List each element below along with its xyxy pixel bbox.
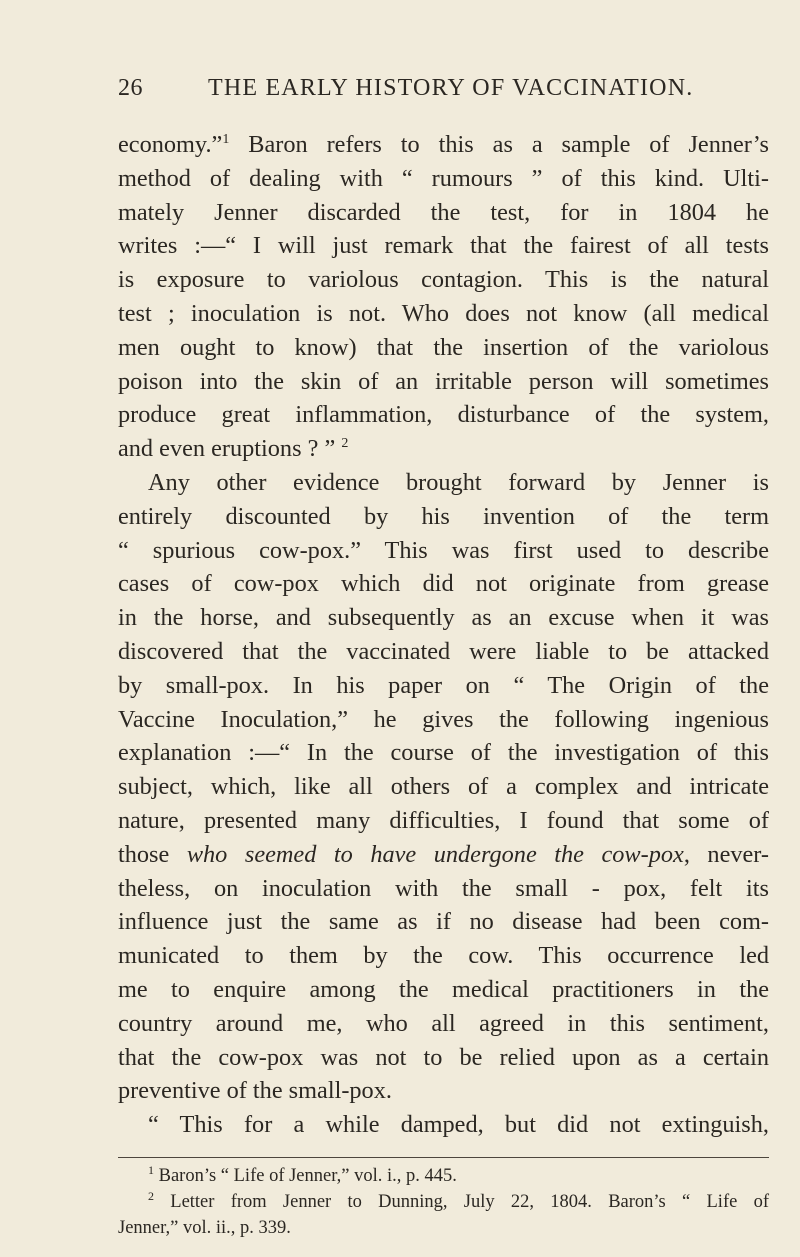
text-line: Any other evidence brought forward by Jenner is xyxy=(148,468,769,496)
footnote-rule xyxy=(118,1157,769,1158)
text-line: writes :—“ I will just remark that the fairest of all tests xyxy=(118,232,769,260)
footnote-mark: 2 xyxy=(148,1189,154,1203)
text-line: that the cow-pox was not to be relied upon as a certain xyxy=(118,1043,769,1071)
text-line: Vaccine Inoculation,” he gives the following ingenious xyxy=(118,705,769,733)
text-line: country around me, who all agreed in this sentiment, xyxy=(118,1009,769,1037)
running-title: THE EARLY HISTORY OF VACCINATION. xyxy=(208,75,694,101)
footnote-mark: 1 xyxy=(148,1163,154,1177)
text-line: “ This for a while damped, but did not extinguish, xyxy=(148,1111,769,1139)
text-line: those who seemed to have undergone the cow-pox, never- xyxy=(118,840,769,868)
text-line: subject, which, like all others of a complex and intricate xyxy=(118,773,769,801)
text-line: me to enquire among the medical practitioners in the xyxy=(118,975,769,1003)
text-line: theless, on inoculation with the small - pox, felt its xyxy=(118,874,769,902)
text-line: method of dealing with “ rumours ” of this kind. Ulti- xyxy=(118,164,769,192)
running-head xyxy=(118,72,698,104)
text-line: influence just the same as if no disease had been com- xyxy=(118,908,769,936)
page-number: 26 xyxy=(118,75,143,101)
footnote: $^2$ Letter from Jenner to Dunning, July 22, 1804. Baron’s “ Life of xyxy=(148,1189,769,1212)
footnote-continuation: Jenner,” vol. ii., p. 339. xyxy=(118,1218,291,1238)
text-line: explanation :—“ In the course of the investigation of this xyxy=(118,739,769,767)
text-line: economy.”$^1$ Baron refers to this as a sample of Jenner’s xyxy=(118,131,769,158)
text-line: poison into the skin of an irritable person will sometimes xyxy=(118,367,769,395)
text-line: men ought to know) that the insertion of the variolous xyxy=(118,333,769,361)
footnote-ref: 1 xyxy=(222,132,230,147)
footnote-ref: 2 xyxy=(341,436,349,452)
text-line: test ; inoculation is not. Who does not know (all medical xyxy=(118,299,769,327)
text-line: by small-pox. In his paper on “ The Origin of the xyxy=(118,671,769,699)
text-line: produce great inflammation, disturbance of the system, xyxy=(118,401,769,429)
footnotes xyxy=(118,1163,769,1241)
text-line: nature, presented many difficulties, I found that some of xyxy=(118,806,769,834)
text-line: and even eruptions ? ” $^2$ xyxy=(118,435,349,463)
text-line: in the horse, and subsequently as an excuse when it was xyxy=(118,604,769,632)
text-line: entirely discounted by his invention of the term xyxy=(118,502,769,530)
body-text xyxy=(118,128,769,1142)
footnote: $^1$ Baron’s “ Life of Jenner,” vol. i., p. 445. xyxy=(148,1163,457,1186)
text-line: municated to them by the cow. This occurrence led xyxy=(118,942,769,970)
text-line: cases of cow-pox which did not originate from grease xyxy=(118,570,769,598)
text-line: mately Jenner discarded the test, for in 1804 he xyxy=(118,198,769,226)
italic-phrase: who seemed to have undergone the cow-pox xyxy=(186,840,684,868)
text-line: is exposure to variolous contagion. This is the natural xyxy=(118,266,769,294)
text-line: discovered that the vaccinated were liable to be attacked xyxy=(118,637,769,665)
text-line: “ spurious cow-pox.” This was first used to describe xyxy=(118,536,769,564)
text-line: preventive of the small-pox. xyxy=(118,1077,392,1105)
